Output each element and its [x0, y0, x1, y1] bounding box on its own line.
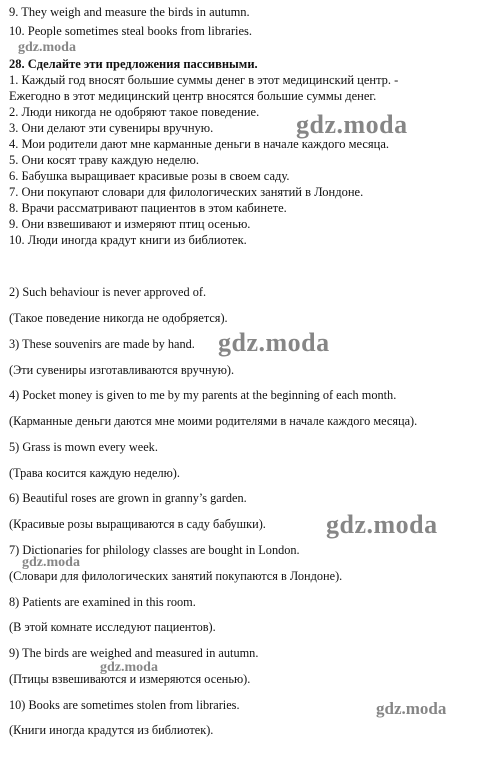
- task-sentence: 10. Люди иногда крадут книги из библиотек.: [9, 233, 247, 247]
- task-sentence: 2. Люди никогда не одобряют такое поведение.: [9, 105, 260, 119]
- answer-russian: (Трава косится каждую неделю).: [9, 466, 180, 480]
- text-line: 9. They weigh and measure the birds in autumn.: [9, 5, 250, 19]
- task-sentence: 6. Бабушка выращивает красивые розы в своем саду.: [9, 169, 290, 183]
- answer-english: 7) Dictionaries for philology classes are bought in London.: [9, 543, 300, 557]
- task-sentence: Ежегодно в этот медицинский центр вносятся большие суммы денег.: [9, 89, 377, 103]
- answer-russian: (Эти сувениры изготавливаются вручную).: [9, 363, 235, 377]
- task-sentence: 5. Они косят траву каждую неделю.: [9, 153, 200, 167]
- watermark: gdz.moda: [18, 40, 76, 55]
- exercise-heading: 28. Сделайте эти предложения пассивными.: [9, 57, 258, 71]
- answer-english: 4) Pocket money is given to me by my parents at the beginning of each month.: [9, 388, 397, 402]
- answer-russian: (Птицы взвешиваются и измеряются осенью).: [9, 672, 251, 686]
- answer-russian: (Карманные деньги даются мне моими родителями в начале каждого месяца).: [9, 414, 418, 428]
- answer-english: 10) Books are sometimes stolen from libraries.: [9, 698, 240, 712]
- task-sentence: 7. Они покупают словари для филологических занятий в Лондоне.: [9, 185, 364, 199]
- answer-russian: (Словари для филологических занятий покупаются в Лондоне).: [9, 569, 343, 583]
- task-sentence: 8. Врачи рассматривают пациентов в этом кабинете.: [9, 201, 287, 215]
- text-line: 10. People sometimes steal books from libraries.: [9, 24, 253, 38]
- answer-english: 3) These souvenirs are made by hand.: [9, 337, 195, 351]
- watermark: gdz.moda: [218, 328, 330, 357]
- watermark: gdz.moda: [100, 660, 158, 675]
- answer-english: 6) Beautiful roses are grown in granny’s garden.: [9, 491, 247, 505]
- task-sentence: 3. Они делают эти сувениры вручную.: [9, 121, 214, 135]
- answer-english: 9) The birds are weighed and measured in autumn.: [9, 646, 259, 660]
- watermark: gdz.moda: [22, 555, 80, 570]
- answer-english: 8) Patients are examined in this room.: [9, 595, 196, 609]
- watermark: gdz.moda: [296, 110, 408, 139]
- answer-english: 5) Grass is mown every week.: [9, 440, 158, 454]
- answer-russian: (Книги иногда крадутся из библиотек).: [9, 723, 214, 737]
- answer-russian: (Красивые розы выращиваются в саду бабушки).: [9, 517, 266, 531]
- task-sentence: 9. Они взвешивают и измеряют птиц осенью.: [9, 217, 251, 231]
- watermark: gdz.moda: [376, 699, 447, 718]
- answer-english: 2) Such behaviour is never approved of.: [9, 285, 207, 299]
- task-sentence: 4. Мои родители дают мне карманные деньги в начале каждого месяца.: [9, 137, 390, 151]
- task-sentence: 1. Каждый год вносят большие суммы денег в этот медицинский центр. -: [9, 73, 399, 87]
- answer-russian: (Такое поведение никогда не одобряется).: [9, 311, 228, 325]
- watermark: gdz.moda: [326, 510, 438, 539]
- answer-russian: (В этой комнате исследуют пациентов).: [9, 620, 216, 634]
